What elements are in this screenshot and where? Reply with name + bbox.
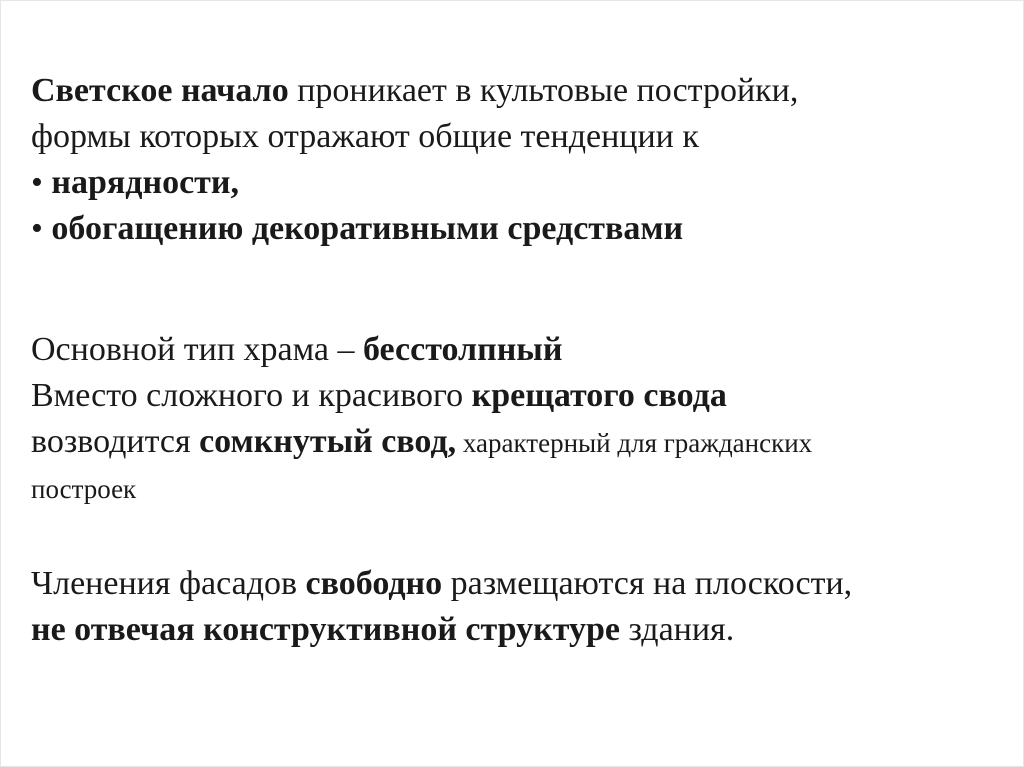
- bullet-item: [31, 206, 1006, 252]
- term-freely: свободно: [305, 565, 443, 602]
- paragraph-temple-type: [31, 327, 1006, 512]
- paragraph-secular-origin: [31, 68, 1006, 252]
- term-secular-origin: Светское начало: [31, 72, 289, 109]
- text: Членения фасадов: [31, 565, 306, 602]
- bullet-text: нарядности,: [51, 164, 239, 201]
- term-not-matching-structure: не отвечая конструктивной структуре: [31, 611, 620, 648]
- line: [31, 373, 1006, 419]
- line: [31, 419, 1006, 466]
- paragraph-facades: [31, 561, 1006, 653]
- term-pillarless: бесстолпный: [363, 331, 563, 368]
- text: проникает в культовые постройки,: [288, 72, 799, 109]
- line: построек: [31, 474, 137, 504]
- term-closed-vault: сомкнутый свод,: [199, 423, 457, 460]
- term-cross-vault: крещатого свода: [471, 377, 727, 414]
- text: Вместо сложного и красивого: [31, 377, 472, 414]
- line: [31, 327, 1006, 373]
- bullet-item: [31, 160, 1006, 206]
- text: здания.: [619, 611, 735, 648]
- text: Основной тип храма –: [31, 331, 363, 368]
- bullet-marker: •: [31, 210, 52, 247]
- bullet-text: обогащению декоративными средствами: [51, 210, 684, 247]
- line: [31, 68, 1006, 114]
- line: [31, 607, 1006, 653]
- line: [31, 561, 1006, 607]
- bullet-marker: •: [31, 164, 52, 201]
- text: размещаются на плоскости,: [442, 565, 853, 602]
- text: характерный для гражданских: [456, 428, 813, 458]
- line: формы которых отражают общие тенденции к: [31, 118, 699, 155]
- text: возводится: [31, 423, 200, 460]
